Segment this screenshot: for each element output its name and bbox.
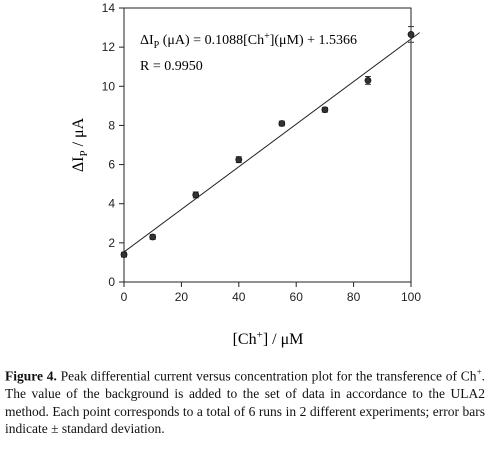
equation-label: $\Delta I_P$ (μA) = 0.1088[Ch+](μM) + 1.5366 [140, 31, 358, 51]
x-tick-label: 40 [232, 290, 246, 304]
y-tick-label: 0 [108, 275, 115, 289]
x-tick-label: 20 [174, 290, 189, 304]
data-point [408, 31, 414, 37]
x-tick-label: 100 [400, 290, 422, 304]
y-tick-label: 2 [108, 235, 115, 250]
caption-superscript: + [476, 367, 482, 377]
caption-text-2: . The value of the background is added to the set of data in accordance to the ULA2 method. Each point corresponds to a total of 6 runs in 2 different experiments; error bars indicate ± standard deviation. [5, 368, 486, 436]
caption-text-1: Peak differential current versus concentration plot for the transference of Ch [56, 368, 477, 384]
x-tick-label: 0 [120, 290, 128, 304]
figure-caption [5, 364, 485, 438]
y-tick-label: 4 [108, 196, 115, 211]
data-point [150, 234, 156, 240]
y-axis-label: $\Delta I_P$ / μA [70, 117, 90, 173]
data-point [236, 157, 242, 163]
caption-label: Figure 4. [5, 368, 57, 384]
x-axis-label: [Ch+] / μM [232, 329, 304, 348]
data-point [193, 192, 199, 198]
data-point [121, 252, 127, 258]
r-value-label: R = 0.9950 [140, 59, 203, 74]
data-point [322, 107, 328, 113]
data-point [279, 120, 285, 126]
y-tick-label: 10 [101, 79, 115, 94]
data-point [365, 77, 371, 83]
x-tick-label: 80 [346, 290, 361, 304]
y-tick-label: 12 [101, 40, 115, 55]
y-tick-label: 6 [108, 157, 115, 172]
y-tick-label: 8 [108, 118, 115, 133]
x-tick-label: 60 [289, 290, 303, 304]
y-tick-label: 14 [101, 1, 115, 15]
